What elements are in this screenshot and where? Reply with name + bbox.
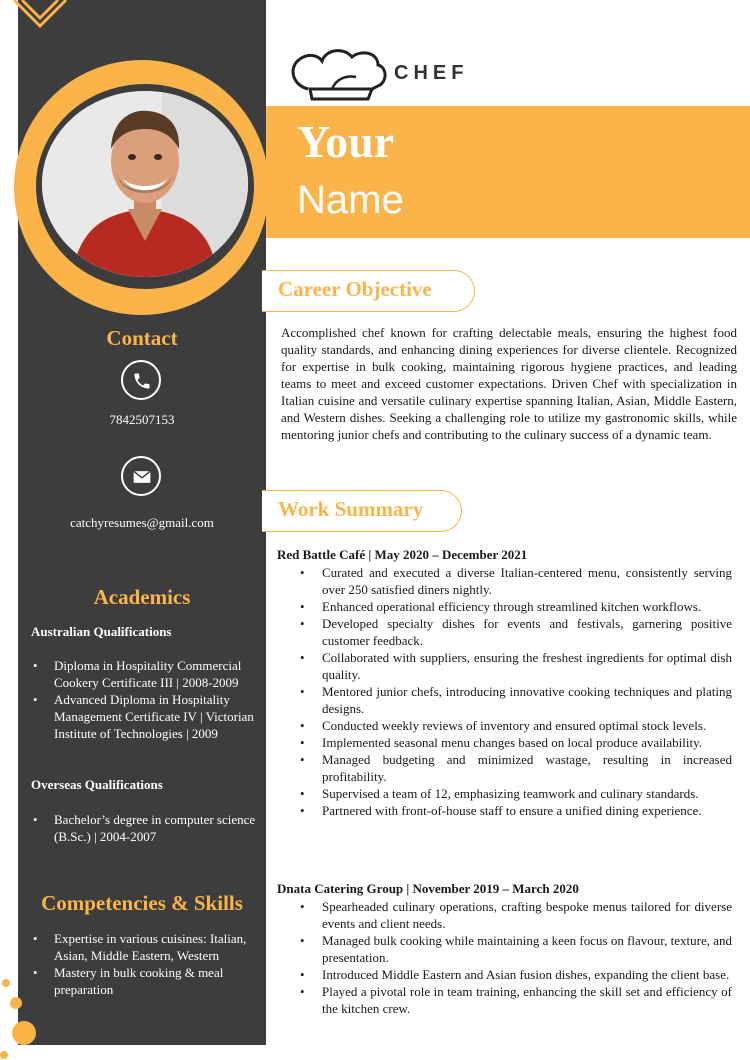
skills-list <box>31 930 259 998</box>
phone-icon <box>121 360 161 400</box>
academics-heading: Academics <box>93 585 191 609</box>
list-item: • Curated and executed a diverse Italian-centered menu, consistently serving over 250 satisfied diners nightly. <box>300 564 732 598</box>
contact-heading: Contact <box>106 326 178 350</box>
list-item: • Introduced Middle Eastern and Asian fusion dishes, expanding the client base. <box>300 966 732 983</box>
list-item: • Managed bulk cooking while maintaining a keen focus on flavour, texture, and presentation. <box>300 932 732 966</box>
job-title: Red Battle Café | May 2020 – December 2021 <box>277 547 528 562</box>
australian-qualifications-heading: Australian Qualifications <box>31 624 172 639</box>
job-duties-list <box>300 898 732 1017</box>
career-objective-heading: Career Objective <box>278 277 432 301</box>
envelope-icon <box>121 456 161 496</box>
last-name: Name <box>297 178 404 222</box>
list-item: • Played a pivotal role in team training, enhancing the skill set and efficiency of the kitchen crew. <box>300 983 732 1017</box>
list-item: • Spearheaded culinary operations, crafting bespoke menus tailored for diverse events and client needs. <box>300 898 732 932</box>
dots-decoration <box>0 975 40 1060</box>
list-item: • Diploma in Hospitality Commercial Cookery Certificate III | 2008-2009 <box>31 657 259 691</box>
list-item: • Partnered with front-of-house staff to ensure a unified dining experience. <box>300 802 732 819</box>
corner-chevron-decoration <box>0 0 100 50</box>
list-item: • Bachelor’s degree in computer science (B.Sc.) | 2004-2007 <box>31 811 259 845</box>
list-item: • Enhanced operational efficiency through streamlined kitchen workflows. <box>300 598 732 615</box>
overseas-qualifications-heading: Overseas Qualifications <box>31 777 163 792</box>
list-item: • Collaborated with suppliers, ensuring the freshest ingredients for optimal dish quality. <box>300 649 732 683</box>
profile-photo <box>42 91 248 277</box>
list-item: • Advanced Diploma in Hospitality Management Certificate IV | Victorian Institute of Technologies | 2009 <box>31 691 259 742</box>
list-item: • Supervised a team of 12, emphasizing teamwork and culinary standards. <box>300 785 732 802</box>
phone-number: 7842507153 <box>109 412 175 427</box>
list-item: • Developed specialty dishes for events and festivals, garnering positive customer feedback. <box>300 615 732 649</box>
list-item: • Expertise in various cuisines: Italian, Asian, Middle Eastern, Western <box>31 930 259 964</box>
work-summary-heading: Work Summary <box>278 497 424 521</box>
australian-qualifications-list <box>31 657 259 742</box>
list-item: • Mentored junior chefs, introducing innovative cooking techniques and plating designs. <box>300 683 732 717</box>
list-item: • Managed budgeting and minimized wastage, resulting in increased profitability. <box>300 751 732 785</box>
overseas-qualifications-list <box>31 811 259 845</box>
email-address: catchyresumes@gmail.com <box>70 515 214 530</box>
skills-heading: Competencies & Skills <box>41 891 243 915</box>
job-duties-list <box>300 564 732 819</box>
list-item: • Conducted weekly reviews of inventory and ensured optimal stock levels. <box>300 717 732 734</box>
career-objective-text: Accomplished chef known for crafting delectable meals, ensuring the highest food quality standards, and enhancing dining experiences for diverse clientele. Recognized for expertise in bulk cooking, maintaining rigorous hygiene practices, and leading teams to meet and exceed customer expectations. Driven Chef with specialization in Italian cuisine and versatile culinary expertise spanning Italian, Asian, Middle Eastern, and Western dishes. Seeking a challenging role to utilize my gastronomic skills, while mentoring junior chefs and contributing to the culinary success of a dynamic team. <box>281 325 737 442</box>
list-item: • Mastery in bulk cooking & meal preparation <box>31 964 259 998</box>
job-title: Dnata Catering Group | November 2019 – March 2020 <box>277 881 579 896</box>
first-name: Your <box>297 116 395 167</box>
list-item: • Implemented seasonal menu changes based on local produce availability. <box>300 734 732 751</box>
role-title: CHEF <box>394 62 469 84</box>
